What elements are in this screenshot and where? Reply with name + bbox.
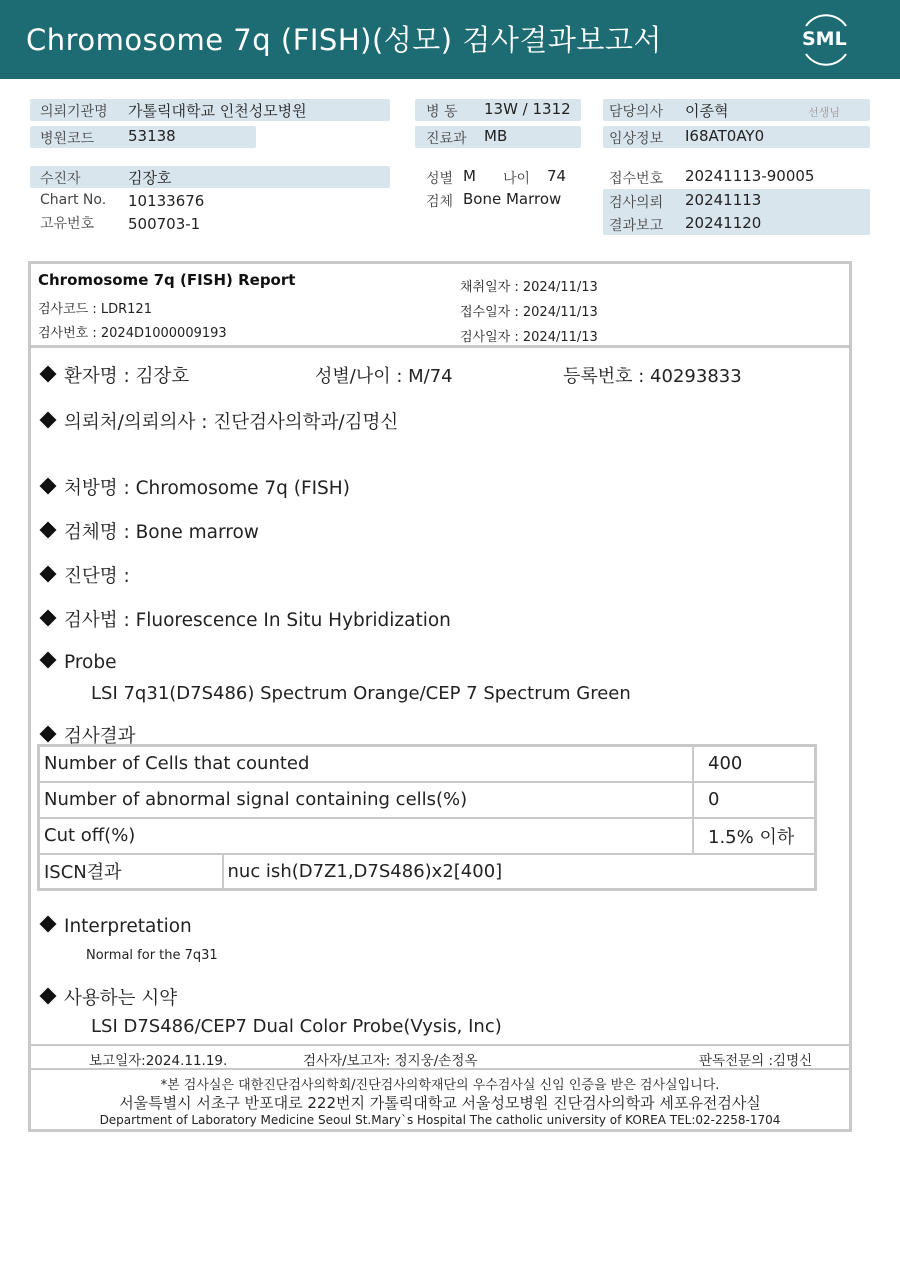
unique-label: 고유번호 [40, 216, 95, 232]
diamond-bullet-icon [40, 412, 57, 429]
request-value: 20241113 [685, 191, 762, 209]
specimen-label: 검체 [426, 194, 454, 210]
result-value: 1.5% 이하 [693, 818, 816, 854]
tester: 검사자/보고자: 정지웅/손정옥 [303, 1053, 478, 1069]
chart-value: 10133676 [128, 192, 205, 210]
interpretation-heading: Interpretation [64, 916, 192, 937]
result-label: Cut off(%) [39, 818, 694, 854]
sex-label: 성별 [426, 171, 454, 187]
diamond-bullet-icon [40, 652, 57, 669]
clinical-label: 임상정보 [609, 131, 664, 147]
specimen-line [39, 518, 259, 544]
receipt-value: 20241113-90005 [685, 167, 815, 185]
dept-value: MB [484, 127, 508, 145]
result-label: Number of abnormal signal containing cells(%) [39, 782, 694, 818]
age-label: 나이 [503, 171, 531, 187]
doctor-suffix: 선생님 [808, 106, 840, 119]
reg-number: 등록번호 : 40293833 [563, 366, 742, 387]
iscn-value: nuc ish(D7Z1,D7S486)x2[400] [223, 854, 816, 890]
header-bar [0, 0, 900, 79]
ward-label: 병 동 [426, 104, 458, 120]
sex-value: M [463, 167, 476, 185]
doctor-value: 이종혁 [685, 102, 729, 120]
address-note: 서울특별시 서초구 반포대로 222번지 가톨릭대학교 서울성모병원 진단검사의학과 세포유전검사실 [119, 1094, 761, 1112]
patient-row-bg [30, 166, 390, 188]
method-line [39, 606, 451, 632]
diamond-bullet-icon [40, 478, 57, 495]
specimen-value: Bone Marrow [463, 190, 562, 208]
page-title: Chromosome 7q (FISH)(성모) 검사결과보고서 [26, 23, 662, 57]
table-row [39, 854, 816, 890]
receive-date: 접수일자 : 2024/11/13 [460, 305, 598, 320]
unique-value: 500703-1 [128, 215, 201, 233]
request-label: 검사의뢰 [609, 195, 664, 211]
iscn-label: ISCN결과 [39, 854, 223, 890]
test-code: 검사코드 : LDR121 [38, 302, 152, 317]
reagent-heading-line [39, 984, 177, 1010]
diamond-bullet-icon [40, 988, 57, 1005]
requester: 의뢰처/의뢰의사 : 진단검사의학과/김명신 [64, 412, 399, 433]
collect-date: 채취일자 : 2024/11/13 [460, 280, 598, 295]
specimen: 검체명 : Bone marrow [64, 522, 259, 543]
department-note: Department of Laboratory Medicine Seoul St.Mary`s Hospital The catholic university of KOREA TEL:02-2258-1704 [99, 1113, 781, 1127]
sml-logo [796, 12, 856, 68]
result-table [37, 744, 817, 891]
report-box [28, 261, 852, 1132]
specialist: 판독전문의 :김명신 [699, 1053, 813, 1069]
result-label: Number of Cells that counted [39, 746, 694, 782]
interpretation-value: Normal for the 7q31 [86, 948, 218, 963]
probe-heading: Probe [64, 652, 117, 673]
doctor-label: 담당의사 [609, 104, 664, 120]
hospital-code-label: 병원코드 [40, 131, 95, 147]
method: 검사법 : Fluorescence In Situ Hybridization [64, 610, 451, 631]
test-date: 검사일자 : 2024/11/13 [460, 330, 598, 345]
dept-label: 진료과 [426, 131, 467, 147]
certification-note: *본 검사실은 대한진단검사의학회/진단검사의학재단의 우수검사실 신임 인증을 받은 검사실입니다. [160, 1078, 720, 1093]
diamond-bullet-icon [40, 522, 57, 539]
report-header [31, 264, 849, 348]
hospital-code-value: 53138 [128, 127, 176, 145]
receipt-label: 접수번호 [609, 171, 664, 187]
reagent-value: LSI D7S486/CEP7 Dual Color Probe(Vysis, Inc) [91, 1016, 502, 1037]
institution-value: 가톨릭대학교 인천성모병원 [128, 102, 307, 120]
prescription: 처방명 : Chromosome 7q (FISH) [64, 478, 350, 499]
table-row [39, 818, 816, 854]
logo-text: SML [802, 28, 847, 50]
report-value: 20241120 [685, 214, 762, 232]
diagnosis: 진단명 : [64, 566, 130, 587]
diamond-bullet-icon [40, 610, 57, 627]
institution-label: 의뢰기관명 [40, 104, 108, 120]
patient-name-line [39, 362, 189, 388]
patient-name: 환자명 : 김장호 [64, 366, 190, 387]
sex-age: 성별/나이 : M/74 [315, 366, 453, 387]
age-value: 74 [547, 167, 567, 185]
interpretation-heading-line [39, 916, 192, 937]
signature-row [31, 1044, 849, 1070]
report-date: 보고일자:2024.11.19. [89, 1053, 228, 1069]
requester-line [39, 408, 398, 434]
clinical-value: I68AT0AY0 [685, 127, 765, 145]
prescription-line [39, 474, 350, 500]
result-heading: 검사결과 [64, 726, 136, 747]
table-row [39, 746, 816, 782]
diamond-bullet-icon [40, 726, 57, 743]
diagnosis-line [39, 562, 130, 588]
diamond-bullet-icon [40, 916, 57, 933]
patient-value: 김장호 [128, 169, 172, 187]
diamond-bullet-icon [40, 366, 57, 383]
chart-label: Chart No. [40, 192, 107, 208]
table-row [39, 782, 816, 818]
result-value: 0 [693, 782, 816, 818]
report-label: 결과보고 [609, 218, 664, 234]
patient-label: 수진자 [40, 171, 81, 187]
test-number: 검사번호 : 2024D1000009193 [38, 326, 227, 341]
result-value: 400 [693, 746, 816, 782]
reagent-heading: 사용하는 시약 [64, 988, 178, 1009]
probe-heading-line [39, 652, 116, 673]
report-title: Chromosome 7q (FISH) Report [38, 271, 296, 289]
ward-value: 13W / 1312 [484, 100, 571, 118]
diamond-bullet-icon [40, 566, 57, 583]
probe-value: LSI 7q31(D7S486) Spectrum Orange/CEP 7 Spectrum Green [91, 683, 631, 704]
